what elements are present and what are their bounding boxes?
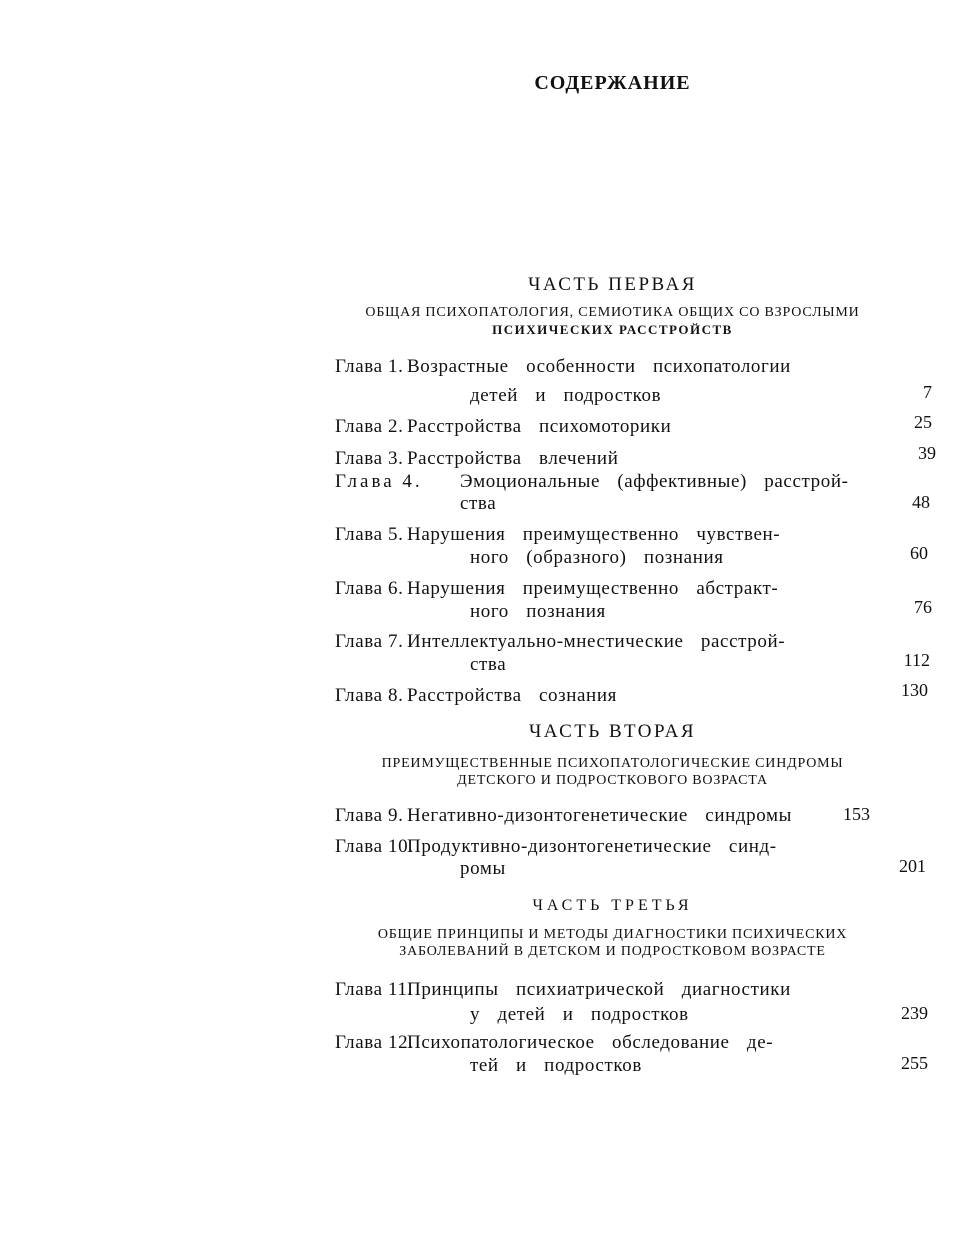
- part-1-subtitle-line-1: ОБЩАЯ ПСИХОПАТОЛОГИЯ, СЕМИОТИКА ОБЩИХ СО ВЗРОСЛЫМИ: [365, 305, 860, 320]
- part-3-subtitle-line-1: ОБЩИЕ ПРИНЦИПЫ И МЕТОДЫ ДИАГНОСТИКИ ПСИХИЧЕСКИХ: [377, 927, 848, 942]
- part-2-heading: ЧАСТЬ ВТОРАЯ: [528, 721, 697, 742]
- chapter-title-line: Возрастные особенности психопатологии: [407, 356, 791, 377]
- part-3-heading: ЧАСТЬ ТРЕТЬЯ: [532, 897, 693, 914]
- page-number: 239: [901, 1003, 928, 1023]
- chapter-title-line: Расстройства психомоторики: [407, 416, 672, 437]
- page-number: 39: [918, 443, 936, 463]
- page-number: 112: [903, 650, 930, 670]
- chapter-title-line: ромы: [460, 858, 506, 879]
- chapter-label: Глава 11.: [335, 979, 413, 1000]
- page-number: 201: [899, 856, 926, 876]
- chapter-title-line: ства: [460, 493, 497, 514]
- chapter-label: Глава 10.: [335, 836, 414, 857]
- chapter-title-line: Эмоциональные (аффективные) расстрой-: [460, 471, 849, 492]
- chapter-title-line: у детей и подростков: [470, 1004, 689, 1025]
- page-number: 76: [914, 597, 932, 617]
- chapter-label: Глава 3.: [335, 448, 404, 469]
- chapter-title-line: тей и подростков: [470, 1055, 642, 1076]
- chapter-label: Глава 1.: [335, 356, 404, 377]
- page-number: 60: [910, 543, 928, 563]
- page-number: 130: [901, 680, 928, 700]
- part-2-subtitle-line-2: ДЕТСКОГО И ПОДРОСТКОВОГО ВОЗРАСТА: [457, 773, 768, 788]
- chapter-title-line: Принципы психиатрической диагностики: [407, 979, 791, 1000]
- page-number: 7: [923, 382, 932, 402]
- chapter-title-line: Продуктивно-дизонтогенетические синд-: [407, 836, 777, 857]
- part-1-heading: ЧАСТЬ ПЕРВАЯ: [528, 274, 697, 295]
- chapter-title-line: Расстройства влечений: [407, 448, 619, 469]
- part-3-subtitle: [335, 926, 890, 960]
- chapter-label: Глава 4.: [335, 471, 423, 492]
- chapter-title-line: Расстройства сознания: [407, 685, 617, 706]
- page-number: 255: [901, 1053, 928, 1073]
- chapter-label: Глава 2.: [335, 416, 404, 437]
- chapter-label: Глава 9.: [335, 805, 404, 826]
- chapter-label: Глава 12.: [335, 1032, 414, 1053]
- chapter-title-line: Нарушения преимущественно чувствен-: [407, 524, 781, 545]
- chapter-label: Глава 5.: [335, 524, 404, 545]
- chapter-title-line: ного (образного) познания: [470, 547, 724, 568]
- chapter-title-line: ного познания: [470, 601, 606, 622]
- part-1-subtitle-line-2: ПСИХИЧЕСКИХ РАССТРОЙСТВ: [492, 322, 733, 337]
- part-1-subtitle: [335, 304, 890, 338]
- chapter-title-line: Интеллектуально-мнестические расстрой-: [407, 631, 786, 652]
- chapter-label: Глава 7.: [335, 631, 404, 652]
- page-number: 153: [843, 804, 870, 824]
- chapter-label: Глава 8.: [335, 685, 404, 706]
- part-2-subtitle: [335, 755, 890, 789]
- part-3-subtitle-line-2: ЗАБОЛЕВАНИЙ В ДЕТСКОМ И ПОДРОСТКОВОМ ВОЗРАСТЕ: [399, 944, 826, 959]
- chapter-label: Глава 6.: [335, 578, 404, 599]
- part-2-subtitle-line-1: ПРЕИМУЩЕСТВЕННЫЕ ПСИХОПАТОЛОГИЧЕСКИЕ СИНДРОМЫ: [381, 756, 844, 771]
- page-title: СОДЕРЖАНИЕ: [534, 72, 691, 94]
- chapter-title-line: Нарушения преимущественно абстракт-: [407, 578, 779, 599]
- page-number: 48: [912, 492, 930, 512]
- chapter-title-line: ства: [470, 654, 507, 675]
- chapter-title-line: детей и подростков: [470, 385, 662, 406]
- chapter-title-line: Негативно-дизонтогенетические синдромы: [407, 805, 792, 826]
- page-number: 25: [914, 412, 932, 432]
- chapter-title-line: Психопатологическое обследование де-: [407, 1032, 774, 1053]
